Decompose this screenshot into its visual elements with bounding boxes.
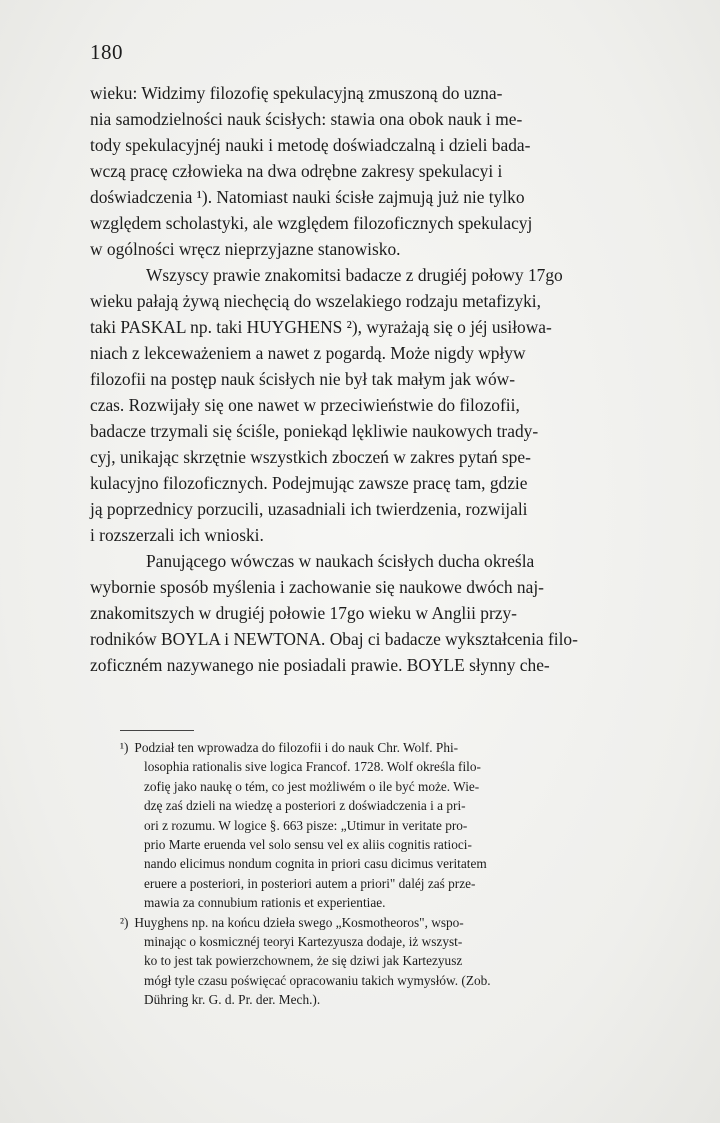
- text-line: wieku: Widzimy filozofię spekulacyjną zmuszoną do uzna-: [90, 83, 503, 103]
- page-number: 180: [90, 40, 123, 64]
- text-line: względem scholastyki, ale względem filozoficznych spekulacyj: [90, 213, 533, 233]
- text-line: Panującego wówczas w naukach ścisłych ducha określa: [146, 551, 535, 571]
- footnote-line: nando elicimus nondum cognita in priori casu dicimus veritatem: [144, 856, 487, 872]
- footnotes: [120, 738, 640, 1009]
- text-line: nia samodzielności nauk ścisłych: stawia ona obok nauk i me-: [90, 109, 523, 129]
- text-line: wieku pałają żywą niechęcią do wszelakiego rodzaju metafizyki,: [90, 291, 541, 311]
- footnote-line: ori z rozumu. W logice §. 663 pisze: „Utimur in veritate pro-: [144, 817, 468, 833]
- footnote-marker: ¹): [120, 740, 129, 755]
- text-line: wybornie sposób myślenia i zachowanie się naukowe dwóch naj-: [90, 577, 544, 597]
- text-line: filozofii na postęp nauk ścisłych nie był tak małym jak wów-: [90, 369, 516, 389]
- footnote-1: [120, 738, 640, 757]
- footnote-separator: [120, 730, 194, 731]
- footnote-line: eruere a posteriori, in posteriori autem a priori" daléj zaś prze-: [144, 875, 476, 891]
- text-line: doświadczenia ¹). Natomiast nauki ścisłe zajmują już nie tylko: [90, 187, 525, 207]
- text-line: kulacyjno filozoficznych. Podejmując zawsze pracę tam, gdzie: [90, 473, 528, 493]
- footnote-line: ko to jest tak powierzchownem, że się dziwi jak Kartezyusz: [144, 953, 463, 969]
- footnote-line: zofię jako naukę o tém, co jest możliwém o ile być może. Wie-: [144, 778, 480, 794]
- text-line: niach z lekceważeniem a nawet z pogardą. Może nigdy wpływ: [90, 343, 526, 363]
- text-line: wczą pracę człowieka na dwa odrębne zakresy spekulacyi i: [90, 161, 503, 181]
- text-line: rodników BOYLA i NEWTONA. Obaj ci badacze wykształcenia filo-: [90, 629, 578, 649]
- footnote-marker: ²): [120, 914, 129, 930]
- text-line: czas. Rozwijały się one nawet w przeciwieństwie do filozofii,: [90, 395, 520, 415]
- text-line: tody spekulacyjnéj nauki i metodę doświadczalną i dzieli bada-: [90, 135, 531, 155]
- text-line: taki PASKAL np. taki HUYGHENS ²), wyrażają się o jéj usiłowa-: [90, 317, 552, 337]
- footnote-line: dzę zaś dzieli na wiedzę a posteriori z doświadczenia i a pri-: [144, 798, 466, 814]
- text-line: cyj, unikając skrzętnie wszystkich zboczeń w zakres pytań spe-: [90, 447, 531, 467]
- footnote-line: minając o kosmicznéj teoryi Kartezyusza dodaje, iż wszyst-: [144, 933, 463, 949]
- footnote-line: mawia za connubium rationis et experientiae.: [144, 895, 386, 911]
- text-line: ją poprzednicy porzucili, uzasadniali ich twierdzenia, rozwijali: [90, 499, 528, 519]
- text-line: Wszyscy prawie znakomitsi badacze z drugiéj połowy 17go: [146, 265, 563, 285]
- main-text: [90, 80, 640, 678]
- footnote-2: [120, 913, 640, 932]
- footnote-line: prio Marte eruenda vel solo sensu vel ex aliis cognitis ratioci-: [144, 836, 472, 852]
- text-line: badacze trzymali się ściśle, poniekąd lękliwie naukowych trady-: [90, 421, 539, 441]
- footnote-text: Podział ten wprowadza do filozofii i do nauk Chr. Wolf. Phi-: [134, 740, 459, 755]
- text-line: zoficzném nazywanego nie posiadali prawie. BOYLE słynny che-: [90, 655, 550, 675]
- text-line: i rozszerzali ich wnioski.: [90, 525, 264, 545]
- footnote-line: losophia rationalis sive logica Francof. 1728. Wolf określa filo-: [144, 759, 481, 775]
- text-line: w ogólności wręcz nieprzyjazne stanowisko.: [90, 239, 401, 259]
- footnote-line: Dühring kr. G. d. Pr. der. Mech.).: [144, 992, 321, 1008]
- footnote-line: mógł tyle czasu poświęcać opracowaniu takich wymysłów. (Zob.: [144, 972, 491, 988]
- text-line: znakomitszych w drugiéj połowie 17go wieku w Anglii przy-: [90, 603, 517, 623]
- footnote-text: Huyghens np. na końcu dzieła swego „Kosmotheoros", wspo-: [134, 914, 464, 930]
